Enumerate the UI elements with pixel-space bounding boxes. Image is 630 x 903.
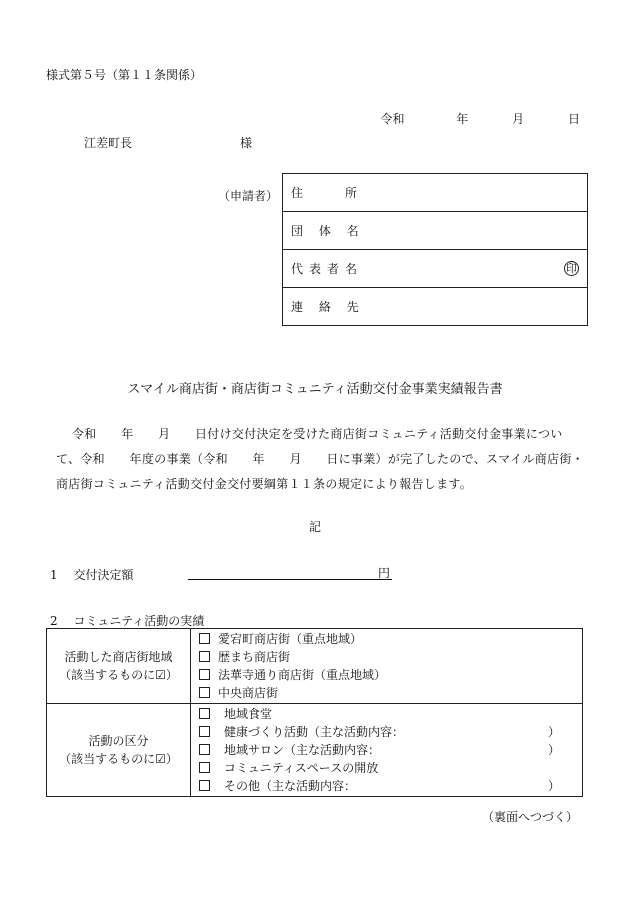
applicant-address-field[interactable] [283,174,588,212]
applicant-group-label: 団 体 名 [291,224,365,238]
checkbox-icon[interactable] [199,633,210,644]
applicant-label: （申請者） [218,189,279,203]
body-paragraph: 令和 年 月 日付け交付決定を受けた商店街コミュニティ活動交付金事業について、令和 年度の事業（令和 年 月 日に事業）が完了したので、スマイル商店街・商店街コミュニティ活動交付金交付要綱第１１条の規定により報告します。 [56,427,584,491]
document-title: スマイル商店街・商店街コミュニティ活動交付金事業実績報告書 [127,382,503,397]
checkbox-icon[interactable] [199,708,210,719]
applicant-contact-label: 連 絡 先 [291,300,365,314]
category-label-note: （該当するものに☑） [59,752,178,766]
category-label: 活動の区分 [88,734,149,748]
district-option[interactable] [199,666,574,684]
applicant-table [282,173,588,326]
checkbox-icon[interactable] [199,726,210,737]
date-line [360,110,580,127]
category-option-label: コミュニティスペースの開放 [224,761,379,775]
category-option-label: その他（主な活動内容： [224,779,357,793]
grant-amount-unit: 円 [377,566,390,580]
category-option[interactable] [199,777,574,795]
category-label-cell [47,704,191,797]
activity-table [46,628,583,797]
close-paren: ） [547,779,560,793]
date-month: 月 [512,112,525,126]
applicant-representative-field[interactable] [283,250,588,288]
district-options [191,629,583,704]
item2-label: 2 コミュニティ活動の実績 [50,614,205,628]
seal-icon: 印 [566,262,577,275]
district-option-label: 中央商店街 [218,686,279,700]
grant-amount-field[interactable] [188,564,392,580]
category-option[interactable] [199,759,574,777]
district-label-cell [47,629,191,704]
category-option[interactable] [199,705,574,723]
ki-heading: 記 [308,520,321,534]
item1-label: 1 交付決定額 [50,568,134,582]
district-option[interactable] [199,684,574,702]
checkbox-icon[interactable] [199,651,210,662]
district-option[interactable] [199,648,574,666]
district-option[interactable] [199,630,574,648]
date-day: 日 [567,112,580,126]
category-option[interactable] [199,741,574,759]
checkbox-icon[interactable] [199,687,210,698]
district-option-label: 法華寺通り商店街（重点地域） [218,668,387,682]
checkbox-icon[interactable] [199,669,210,680]
checkbox-icon[interactable] [199,762,210,773]
category-option-label: 地域食堂 [224,707,273,721]
district-option-label: 歴まち商店街 [218,650,291,664]
checkbox-icon[interactable] [199,744,210,755]
applicant-representative-label: 代表者名 [291,262,364,276]
close-paren: ） [547,743,560,757]
category-option[interactable] [199,723,574,741]
date-era: 令和 [380,112,405,126]
addressee: 江差町長 [84,136,133,150]
district-label-note: （該当するものに☑） [59,668,178,682]
close-paren: ） [547,725,560,739]
date-year: 年 [456,112,469,126]
category-option-label: 健康づくり活動（主な活動内容： [224,725,405,739]
honorific: 様 [240,136,253,150]
applicant-group-field[interactable] [283,212,588,250]
form-number: 様式第５号（第１１条関係） [46,68,203,82]
category-option-label: 地域サロン（主な活動内容： [224,743,381,757]
continued-note: （裏面へつづく） [481,810,578,824]
checkbox-icon[interactable] [199,780,210,791]
applicant-address-label: 住 所 [291,186,364,200]
category-options [191,704,583,797]
district-option-label: 愛宕町商店街（重点地域） [218,632,363,646]
applicant-contact-field[interactable] [283,288,588,326]
district-label: 活動した商店街地域 [64,650,173,664]
